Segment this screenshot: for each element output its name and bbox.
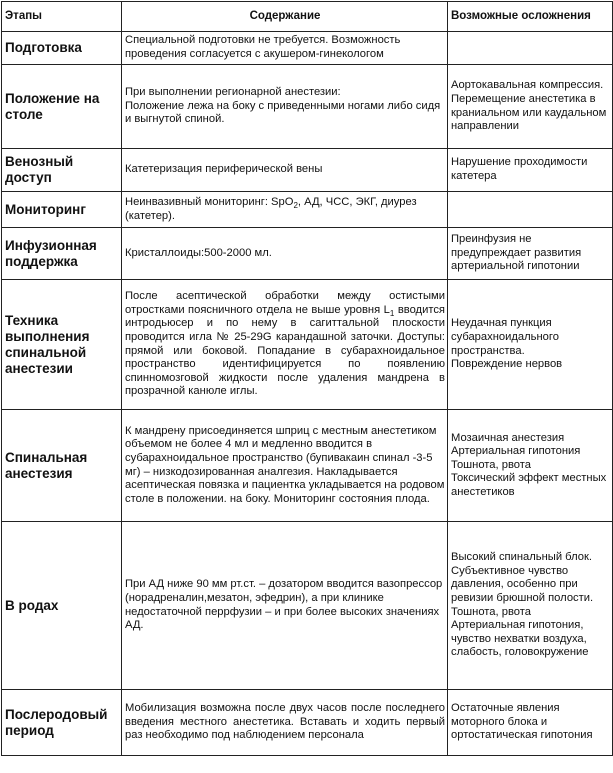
complications-cell [448, 192, 613, 228]
table-row [2, 192, 613, 228]
stage-cell: Положение на столе [2, 65, 122, 149]
content-cell [122, 280, 448, 410]
complications-cell: Мозаичная анестезия Артериальная гипотония Тошнота, рвота Токсический эффект местных анестетиков [448, 410, 613, 522]
content-cell [122, 192, 448, 228]
content-cell: Кристаллоиды:500-2000 мл. [122, 228, 448, 280]
table-row [2, 228, 613, 280]
complications-cell: Остаточные явления моторного блока и ортостатическая гипотония [448, 690, 613, 756]
complications-cell [448, 32, 613, 65]
content-text-end: , АД, ЧСС, ЭКГ, диурез (катетер). [125, 195, 417, 222]
content-cell: Мобилизация возможна после двух часов после последнего введения местного анестетика. Вставать и ходить первый раз необходимо под наблюдением персонала [122, 690, 448, 756]
table-row [2, 410, 613, 522]
content-text-start: После асептической обработки между остистыми отростками поясничного отдела не выше уровня L [125, 290, 445, 316]
complications-cell: Аортокавальная компрессия. Перемещение анестетика в краниальном или каудальном направлении [448, 65, 613, 149]
stage-cell: Техника выполнения спинальной анестезии [2, 280, 122, 410]
content-cell: При выполнении регионарной анестезии: Положение лежа на боку с приведенными ногами либо сидя и выгнутой спиной. [122, 65, 448, 149]
table-row [2, 280, 613, 410]
stage-cell: Инфузионная поддержка [2, 228, 122, 280]
stage-cell: В родах [2, 522, 122, 690]
table-row [2, 690, 613, 756]
table-row [2, 65, 613, 149]
complications-cell: Нарушение проходимости катетера [448, 149, 613, 192]
content-cell: К мандрену присоединяется шприц с местным анестетиком объемом не более 4 мл и медленно вводится в субарахноидальное пространство (бупивакаин спинал -3-5 мг) – низкодозированная аналгезия. Накладывается асептическая повязка и пациентка укладывается на родовом столе в положении. на боку. Мониторинг состояния плода. [122, 410, 448, 522]
content-cell: Катетеризация периферической вены [122, 149, 448, 192]
table-row [2, 32, 613, 65]
stage-cell: Послеродовый период [2, 690, 122, 756]
header-complications: Возможные осложнения [448, 2, 613, 32]
header-stages: Этапы [2, 2, 122, 32]
table-header-row [2, 2, 613, 32]
content-cell: При АД ниже 90 мм рт.ст. – дозатором вводится вазопрессор (норадреналин,мезатон, эфедрин), а при клинике недостаточной перрфузии – и при более высоких значениях АД. [122, 522, 448, 690]
stage-cell: Венозный доступ [2, 149, 122, 192]
anesthesia-table [1, 1, 613, 756]
header-content: Содержание [122, 2, 448, 32]
table-row [2, 522, 613, 690]
stage-cell: Подготовка [2, 32, 122, 65]
complications-cell: Высокий спинальный блок. Субъективное чувство давления, особенно при ревизии брюшной полости. Тошнота, рвота Артериальная гипотония, чувство нехватки воздуха, слабость, головокружение [448, 522, 613, 690]
content-text-end: вводится интродьюсер и по нему в сагиттальной плоскости проводится игла № 25-29G карандашной заточки. Доступы: прямой или боковой. Попадание в субарахноидальное пространство идентифицируется по появлению спинномозговой жидкости после удаления мандрена в прозрачной канюле иглы. [125, 303, 445, 398]
content-cell: Специальной подготовки не требуется. Возможность проведения согласуется с акушером-гинекологом [122, 32, 448, 65]
content-subscript: 1 [389, 308, 395, 318]
complications-cell: Неудачная пункция субарахноидального пространства. Повреждение нервов [448, 280, 613, 410]
content-subscript: 2 [293, 201, 298, 211]
content-text-start: Неинвазивный мониторинг: SpO [125, 195, 294, 208]
table-row [2, 149, 613, 192]
stage-cell: Мониторинг [2, 192, 122, 228]
stage-cell: Спинальная анестезия [2, 410, 122, 522]
complications-cell: Преинфузия не предупреждает развития артериальной гипотонии [448, 228, 613, 280]
